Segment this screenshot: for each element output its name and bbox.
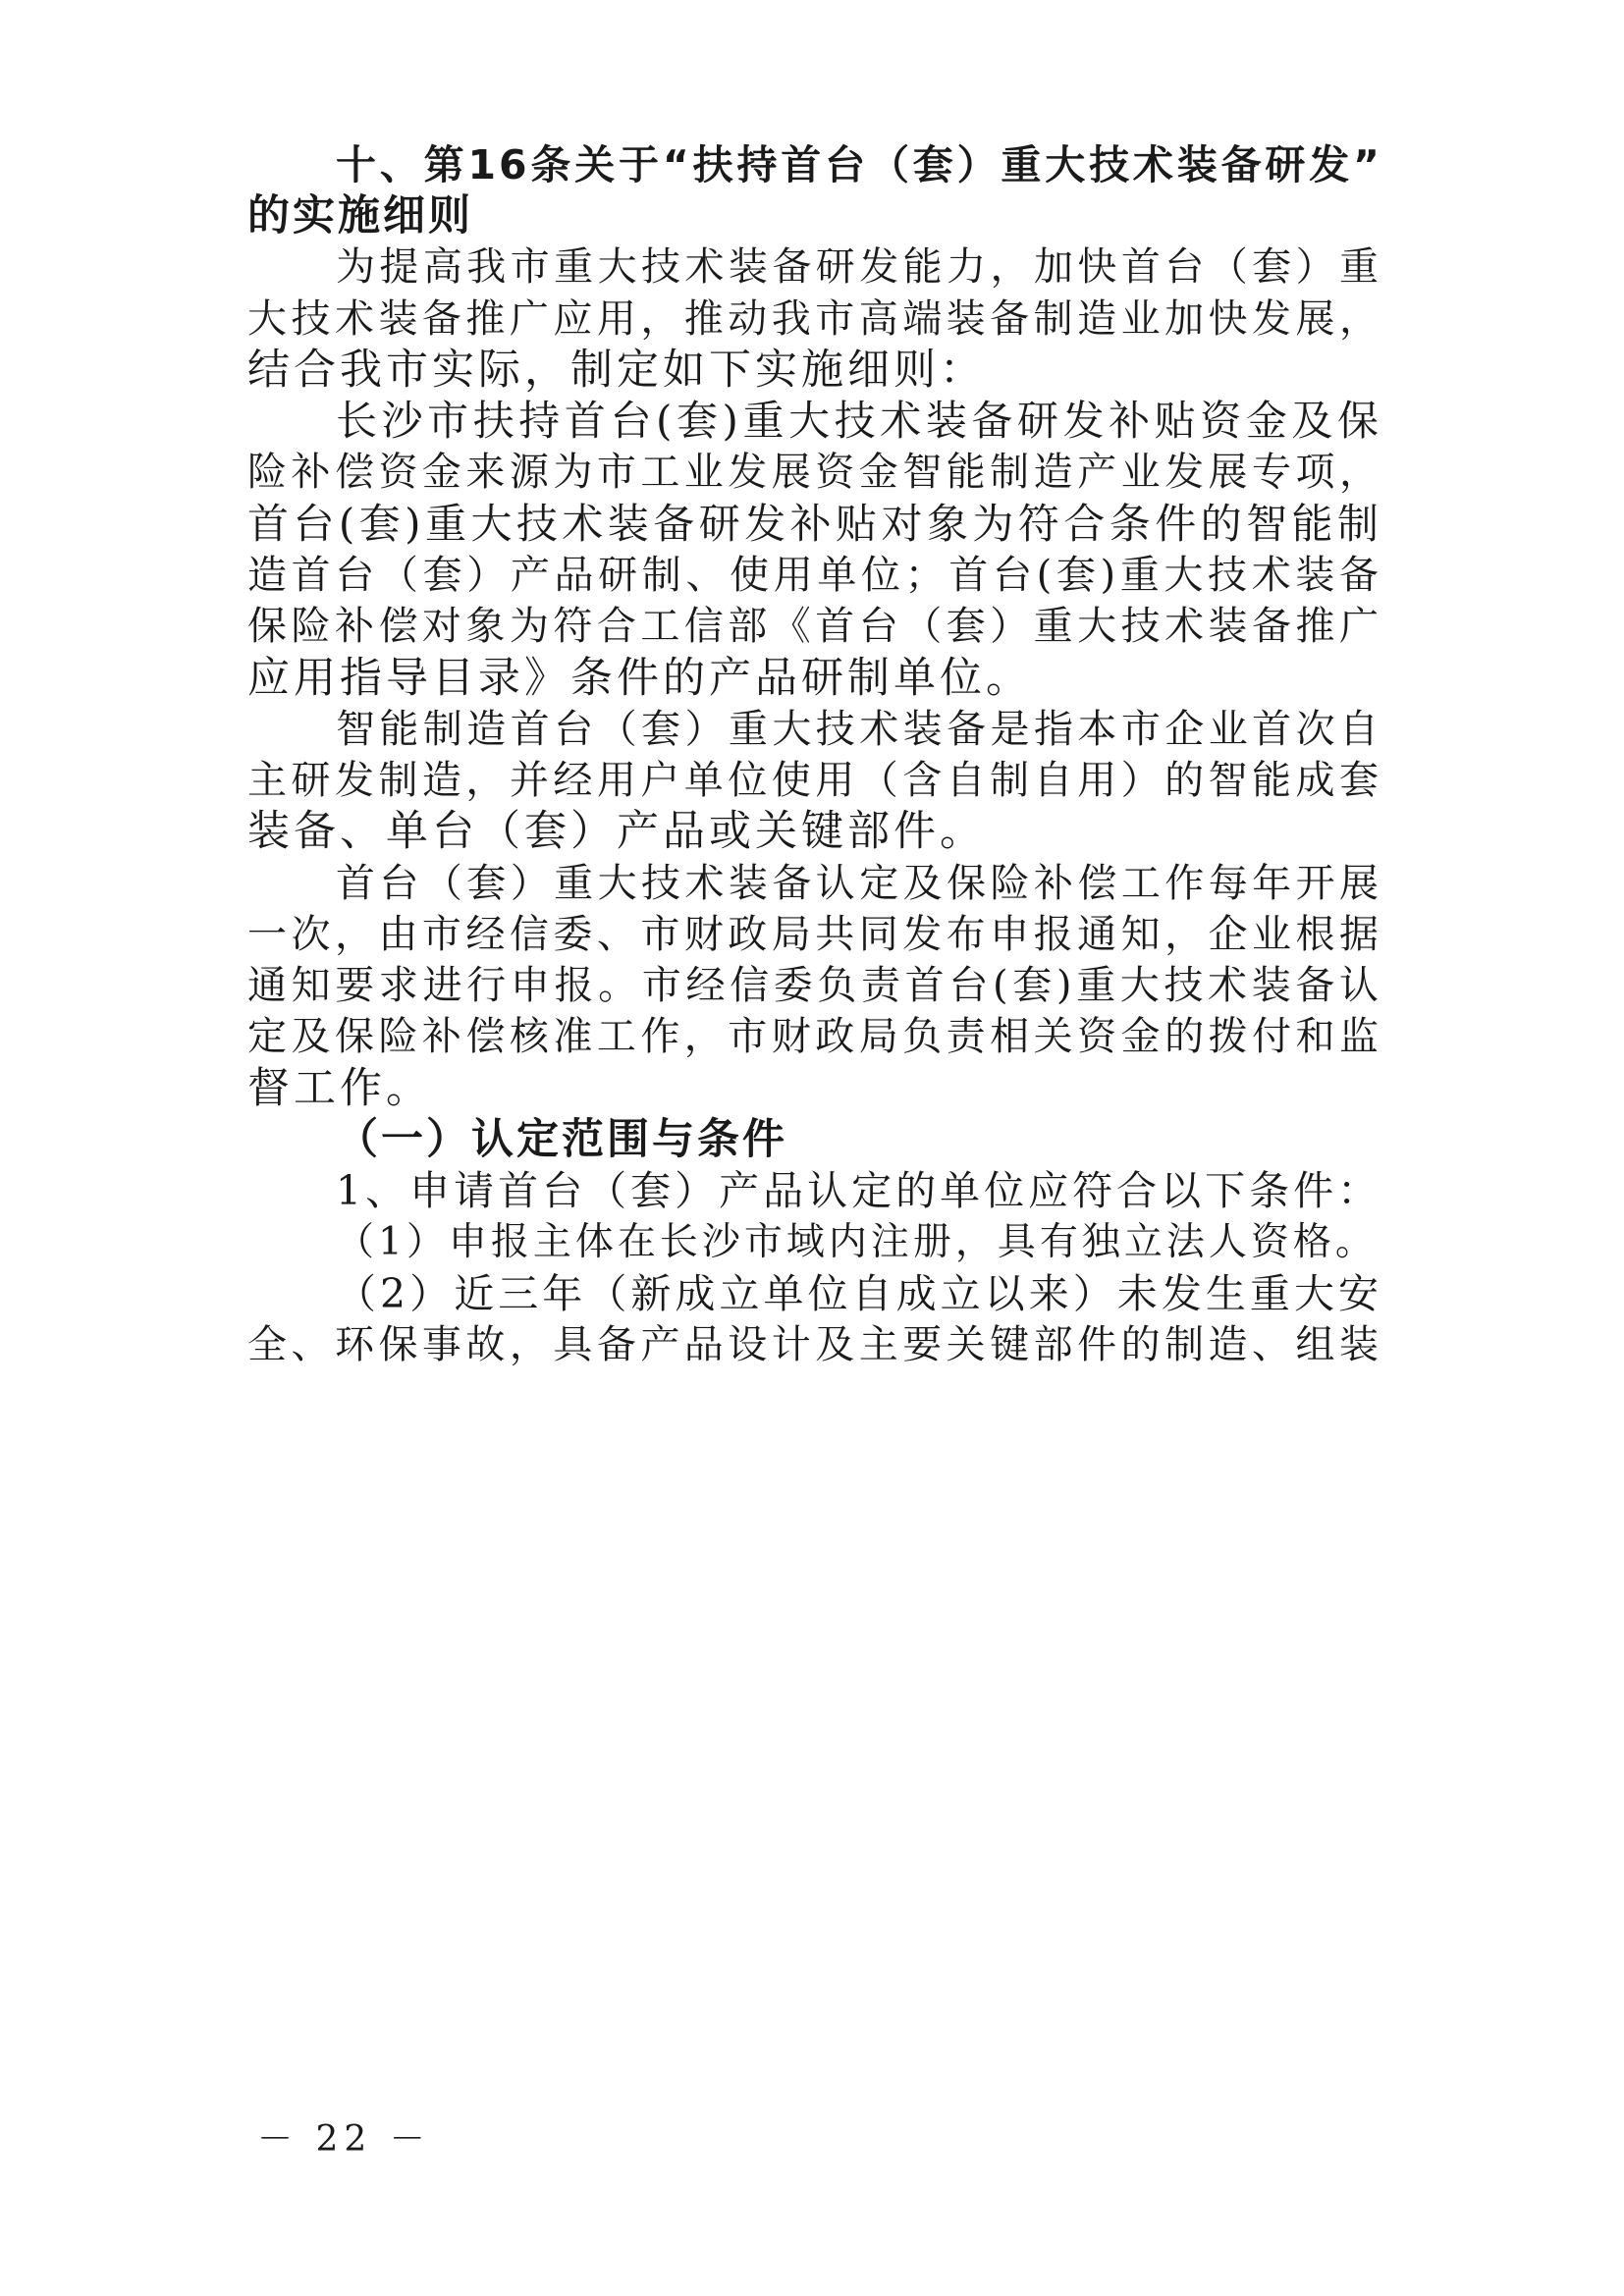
- condition-item-1: 1、申请首台（套）产品认定的单位应符合以下条件：: [336, 1167, 1382, 1214]
- paragraph-4-line-2: 一次，由市经信委、市财政局共同发布申报通知，企业根据: [247, 912, 1382, 957]
- paragraph-1-line-1: 为提高我市重大技术装备研发能力，加快首台（套）重: [336, 244, 1382, 290]
- paragraph-1-line-2: 大技术装备推广应用，推动我市高端装备制造业加快发展，: [247, 296, 1382, 342]
- page-number: － 22 －: [257, 2119, 431, 2160]
- paragraph-2-line-2: 险补偿资金来源为市工业发展资金智能制造产业发展专项，: [247, 450, 1382, 495]
- paragraph-2-line-4: 造首台（套）产品研制、使用单位；首台(套)重大技术装备: [247, 553, 1382, 598]
- condition-item-1-sub-2-line-2: 全、环保事故，具备产品设计及主要关键部件的制造、组装: [247, 1322, 1382, 1367]
- condition-item-1-sub-1: （1）申报主体在长沙市域内注册，具有独立法人资格。: [336, 1220, 1378, 1264]
- paragraph-3-line-3: 装备、单台（套）产品或关键部件。: [247, 807, 986, 856]
- paragraph-3-line-1: 智能制造首台（套）重大技术装备是指本市企业首次自: [336, 707, 1382, 752]
- paragraph-2-line-5: 保险补偿对象为符合工信部《首台（套）重大技术装备推广: [247, 604, 1382, 649]
- paragraph-2-line-6: 应用指导目录》条件的产品研制单位。: [247, 654, 1032, 703]
- paragraph-4-line-4: 定及保险补偿核准工作，市财政局负责相关资金的拨付和监: [247, 1014, 1382, 1059]
- condition-item-1-sub-2-line-1: （2）近三年（新成立单位自成立以来）未发生重大安: [336, 1270, 1382, 1317]
- paragraph-4-line-3: 通知要求进行申报。市经信委负责首台(套)重大技术装备认: [247, 963, 1382, 1008]
- section-heading-line-2: 的实施细则: [247, 191, 473, 240]
- paragraph-4-line-1: 首台（套）重大技术装备认定及保险补偿工作每年开展: [336, 861, 1382, 906]
- section-heading-line-1: 十、第16条关于“扶持首台（套）重大技术装备研发”: [336, 141, 1382, 188]
- paragraph-1-line-3: 结合我市实际，制定如下实施细则：: [247, 346, 986, 395]
- paragraph-2-line-1: 长沙市扶持首台(套)重大技术装备研发补贴资金及保: [336, 397, 1382, 445]
- paragraph-3-line-2: 主研发制造，并经用户单位使用（含自制自用）的智能成套: [247, 758, 1382, 803]
- paragraph-4-line-5: 督工作。: [247, 1064, 432, 1113]
- subsection-heading: （一）认定范围与条件: [336, 1115, 787, 1164]
- paragraph-2-line-3: 首台(套)重大技术装备研发补贴对象为符合条件的智能制: [247, 500, 1382, 548]
